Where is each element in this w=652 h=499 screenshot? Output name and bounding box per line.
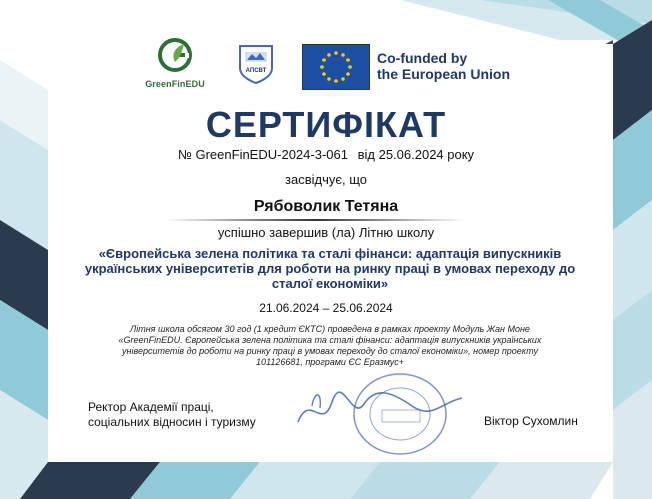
recipient-name: Рябоволик Тетяна — [253, 198, 399, 215]
apsvt-emblem-icon — [237, 40, 275, 84]
certificate-number-line — [0, 147, 652, 162]
eu-cofunded-text — [377, 50, 537, 82]
apsvt-label: АПСВТ — [245, 68, 267, 74]
course-details: Літня школа обсягом 30 год (1 кредит ЄКТС) проведена в рамках проекту Модуль Жан Моне «GreenFinEDU. Європейська зелена політика та сталі фінанси: адаптація випускників українських університетів до роботи на ринку праці в умовах переходу до сталої економіки», номер проекту 101126681, програми ЄС Еразмус+ — [118, 324, 542, 367]
eu-flag-icon — [302, 44, 370, 90]
course-period: 21.06.2024 – 25.06.2024 — [259, 301, 393, 315]
greenfinedu-leaf-icon — [158, 38, 192, 72]
rector-line1: Ректор Академії праці, — [88, 400, 214, 414]
certificate-number: № GreenFinEDU-2024-3-061 — [177, 147, 348, 162]
name-underline — [165, 219, 465, 221]
rector-title — [88, 400, 288, 430]
eu-text-line1: Co-funded by — [377, 50, 468, 66]
eu-text-line2: the European Union — [377, 66, 510, 82]
signer-name: Віктор Сухомлин — [484, 414, 578, 428]
certificate-title: СЕРТИФІКАТ — [205, 104, 447, 145]
course-title: «Європейська зелена політика та сталі фінанси: адаптація випускників українських університетів для роботи на ринку праці в умовах переходу до сталої економіки» — [84, 246, 576, 291]
stamp-and-signature — [292, 362, 472, 456]
certificate-date: від 25.06.2024 року — [357, 147, 475, 162]
rector-line2: соціальних відносин і туризму — [88, 415, 256, 429]
completed-text: успішно завершив (ла) Літню школу — [217, 225, 435, 240]
greenfinedu-logo — [140, 38, 210, 90]
greenfinedu-name: GreenFinEDU — [145, 79, 205, 89]
certifies-text: засвідчує, що — [285, 172, 367, 187]
